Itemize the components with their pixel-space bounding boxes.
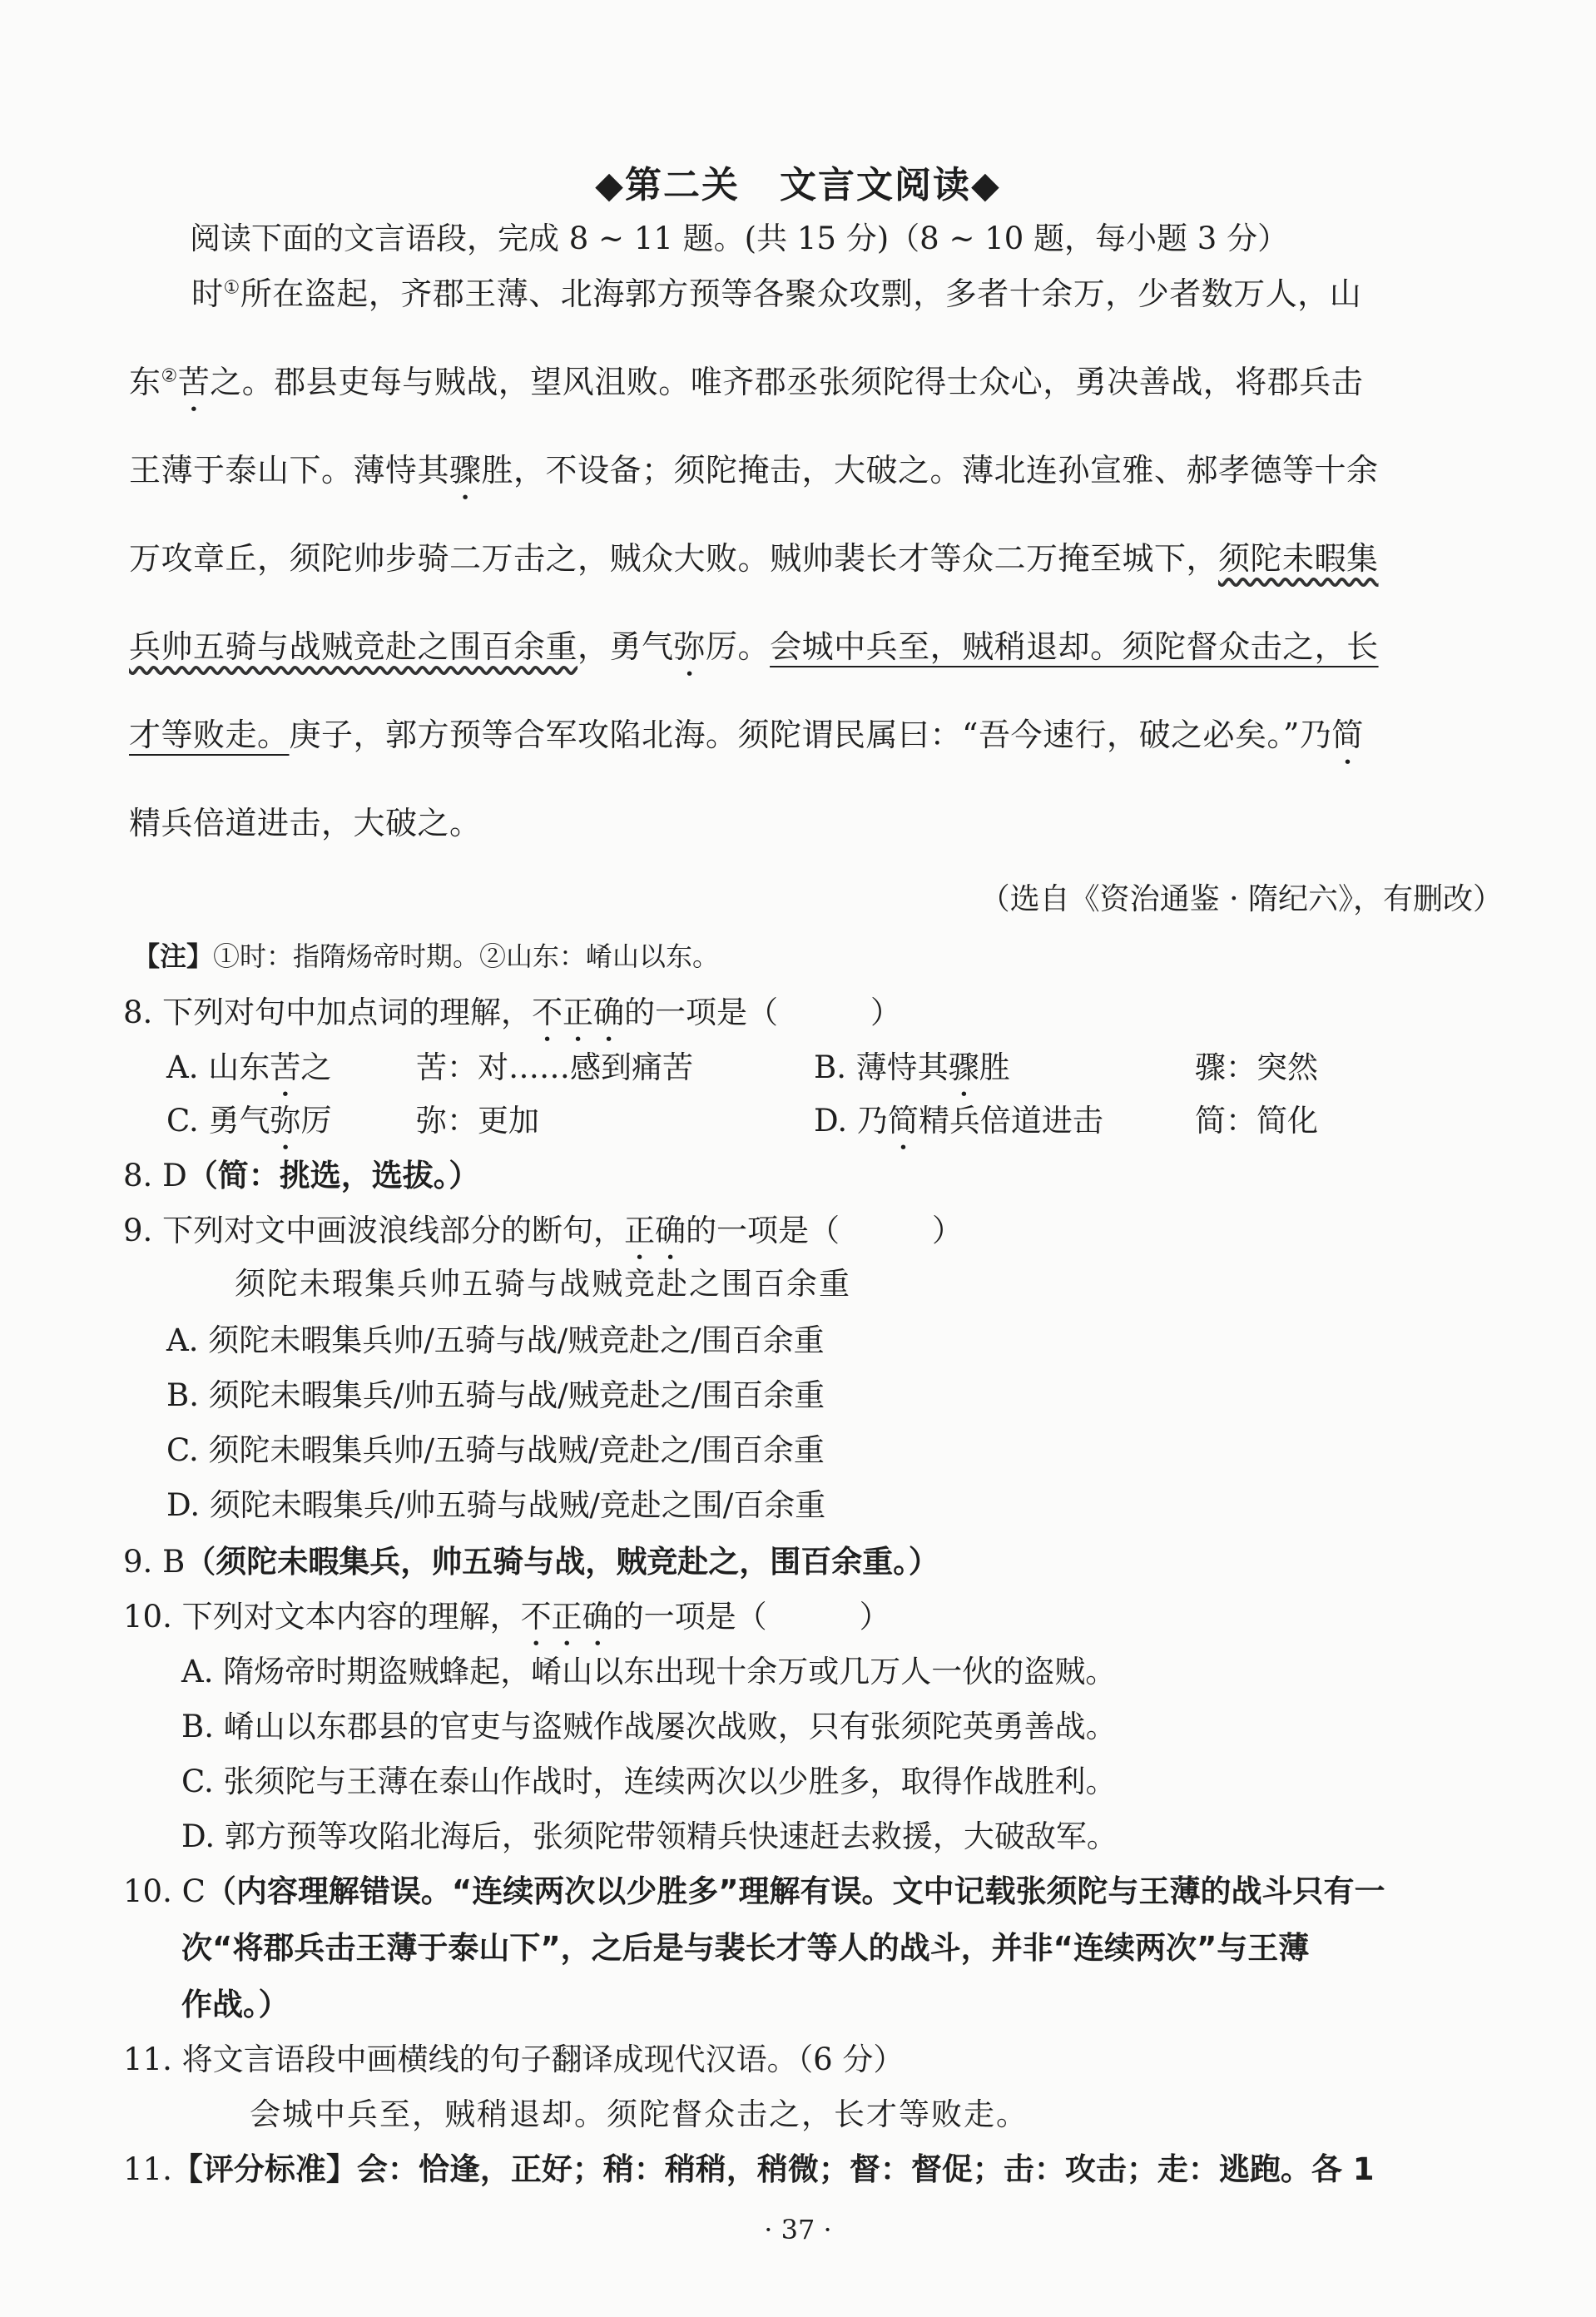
passage-line-7: 精兵倍道进击，大破之。 [129, 805, 482, 841]
text-span: 【评分标准】会：恰逢，正好；稍：稍稍，稍微；督：督促；击：攻击；走：逃跑。各 1 [171, 2151, 1375, 2187]
section-title-left: ◆第二关 [595, 164, 740, 206]
q10-answer-line-1 [123, 1866, 1385, 1911]
text-span: 之 [300, 1049, 332, 1085]
text-span: 的一项是（ ） [612, 1599, 890, 1635]
q8-option-b [814, 1042, 1010, 1104]
q9-option-c: C. 须陀未暇集兵帅/五骑与战贼/竞赴之/围百余重 [166, 1432, 825, 1468]
text-span: 厉 [300, 1103, 332, 1139]
text-span: 9. 下列对文中画波浪线部分的断句， [123, 1213, 625, 1248]
note [133, 935, 719, 974]
passage-line-4 [129, 533, 1379, 578]
wavy-underline: 须陀未暇集 [1218, 540, 1379, 577]
text-span: 骤 [948, 1049, 979, 1085]
source-citation: （选自《资治通鉴 · 隋纪六》，有删改） [979, 882, 1503, 916]
q10-answer-line-3: 作战。） [181, 1987, 290, 2022]
text-span: 厉。 [706, 628, 771, 665]
text-span: 精兵倍道进击 [918, 1103, 1103, 1139]
q9-option-d: D. 须陀未暇集兵/帅五骑与战贼/竞赴之围/百余重 [166, 1487, 826, 1523]
q8-option-a [166, 1042, 331, 1104]
text-span: D. 乃 [814, 1103, 888, 1139]
q10-option-a: A. 隋炀帝时期盗贼蜂起，崤山以东出现十余万或几万人一伙的盗贼。 [181, 1654, 1117, 1689]
text-span: 东 [129, 364, 161, 400]
q8-answer [123, 1150, 479, 1195]
passage-line-1 [191, 268, 1361, 314]
text-span: 的一项是（ ） [686, 1213, 964, 1248]
text-span: 骤 [449, 452, 482, 489]
text-span: （须陀未暇集兵，帅五骑与战，贼竞赴之，围百余重。） [185, 1544, 939, 1580]
text-span: 8. D [123, 1158, 187, 1193]
text-span: 万攻章丘，须陀帅步骑二万击之，贼众大败。贼帅裴长才等众二万掩至城下， [129, 540, 1219, 577]
text-span: 所在盗起，齐郡王薄、北海郭方预等各聚众攻剽，多者十余万，少者数万人，山 [240, 275, 1362, 312]
q8-option-a-gloss: 苦：对……感到痛苦 [416, 1049, 693, 1085]
q8-option-b-gloss: 骤：突然 [1195, 1049, 1318, 1085]
q11-sentence: 会城中兵至，贼稍退却。须陀督众击之，长才等败走。 [250, 2096, 1028, 2132]
q9-option-b: B. 须陀未暇集兵/帅五骑与战/贼竞赴之/围百余重 [166, 1377, 825, 1413]
page-number: · 37 · [764, 2214, 832, 2245]
text-span: 胜 [979, 1049, 1010, 1085]
text-span: 时 [191, 275, 224, 312]
q10-option-d: D. 郭方预等攻陷北海后，张须陀带领精兵快速赶去救援，大破敌军。 [181, 1818, 1118, 1854]
q11-stem: 11. 将文言语段中画横线的句子翻译成现代汉语。（6 分） [123, 2042, 905, 2077]
text-span: ①时：指隋炀帝时期。②山东：崤山以东。 [213, 940, 720, 972]
text-span: 10. 下列对文本内容的理解， [123, 1599, 521, 1635]
text-span: 简 [1331, 717, 1364, 753]
section-title [0, 155, 1596, 208]
q11-answer [123, 2144, 1374, 2189]
passage-line-5 [129, 621, 1379, 683]
section-title-right: 文言文阅读◆ [780, 164, 1001, 206]
text-span: 【注】 [133, 940, 214, 972]
text-span: （简：挑选，选拔。） [186, 1158, 480, 1193]
q9-sentence: 须陀未瑕集兵帅五骑与战贼竞赴之围百余重 [235, 1266, 851, 1302]
text-span: C. 勇气 [166, 1103, 270, 1139]
text-span: B. 薄恃其 [814, 1049, 949, 1085]
instruction: 阅读下面的文言语段，完成 8 ~ 11 题。(共 15 分)（8 ~ 10 题，每小题 3 分） [190, 221, 1289, 256]
text-span: 11. [123, 2151, 172, 2187]
q9-option-a: A. 须陀未暇集兵帅/五骑与战/贼竞赴之/围百余重 [166, 1322, 825, 1358]
text-span: 不正确 [520, 1599, 613, 1635]
q8-option-d-gloss: 简：简化 [1195, 1103, 1318, 1139]
text-span: 10. C [123, 1873, 206, 1909]
q8-option-c [166, 1095, 332, 1157]
text-span: 苦 [270, 1049, 301, 1085]
q8-option-c-gloss: 弥：更加 [416, 1103, 539, 1139]
text-span: ，勇气 [577, 628, 674, 665]
text-span: 8. 下列对句中加点词的理解， [123, 995, 533, 1030]
text-span: ① [223, 277, 240, 299]
text-span: 苦 [177, 364, 211, 400]
text-span: 之。郡县吏每与贼战，望风沮败。唯齐郡丞张须陀得士众心，勇决善战，将郡兵击 [210, 364, 1364, 400]
q10-stem [123, 1591, 890, 1653]
text-span: 简 [887, 1103, 919, 1139]
passage-line-2 [129, 356, 1363, 419]
passage-line-6 [129, 709, 1364, 772]
text-span: ② [161, 365, 178, 387]
text-span: A. 山东 [166, 1049, 270, 1085]
text-span: 正确 [624, 1213, 686, 1248]
text-span: 不正确 [532, 995, 625, 1030]
text-span: 弥 [270, 1103, 301, 1139]
solid-underline: 会城中兵至，贼稍退却。须陀督众击之，长 [770, 628, 1379, 665]
q9-answer [123, 1536, 939, 1581]
text-span: 胜，不设备；须陀掩击，大破之。薄北连孙宣雅、郝孝德等十余 [481, 452, 1379, 489]
text-span: 庚子，郭方预等合军攻陷北海。须陀谓民属曰：“吾今速行，破之必矣。”乃 [289, 717, 1332, 753]
q8-option-d [814, 1095, 1103, 1157]
text-span: 才等败走。 [129, 717, 290, 753]
text-span: 9. B [123, 1544, 186, 1580]
q10-answer-line-2: 次“将郡兵击王薄于泰山下”，之后是与裴长才等人的战斗，并非“连续两次”与王薄 [181, 1930, 1310, 1966]
q9-stem [123, 1205, 963, 1267]
q8-stem [123, 987, 901, 1049]
q10-option-b: B. 崤山以东郡县的官吏与盗贼作战屡次战败，只有张须陀英勇善战。 [181, 1709, 1117, 1744]
text-span: 的一项是（ ） [624, 995, 902, 1030]
text-span: 王薄于泰山下。薄恃其 [129, 452, 450, 489]
text-span: 弥 [673, 628, 706, 665]
q10-option-c: C. 张须陀与王薄在泰山作战时，连续两次以少胜多，取得作战胜利。 [181, 1764, 1117, 1799]
passage-line-3 [129, 444, 1379, 507]
text-span: 兵帅五骑与战贼竞赴之围百余重 [129, 628, 578, 665]
text-span: （内容理解错误。“连续两次以少胜多”理解有误。文中记载张须陀与王薄的战斗只有一 [205, 1873, 1385, 1909]
